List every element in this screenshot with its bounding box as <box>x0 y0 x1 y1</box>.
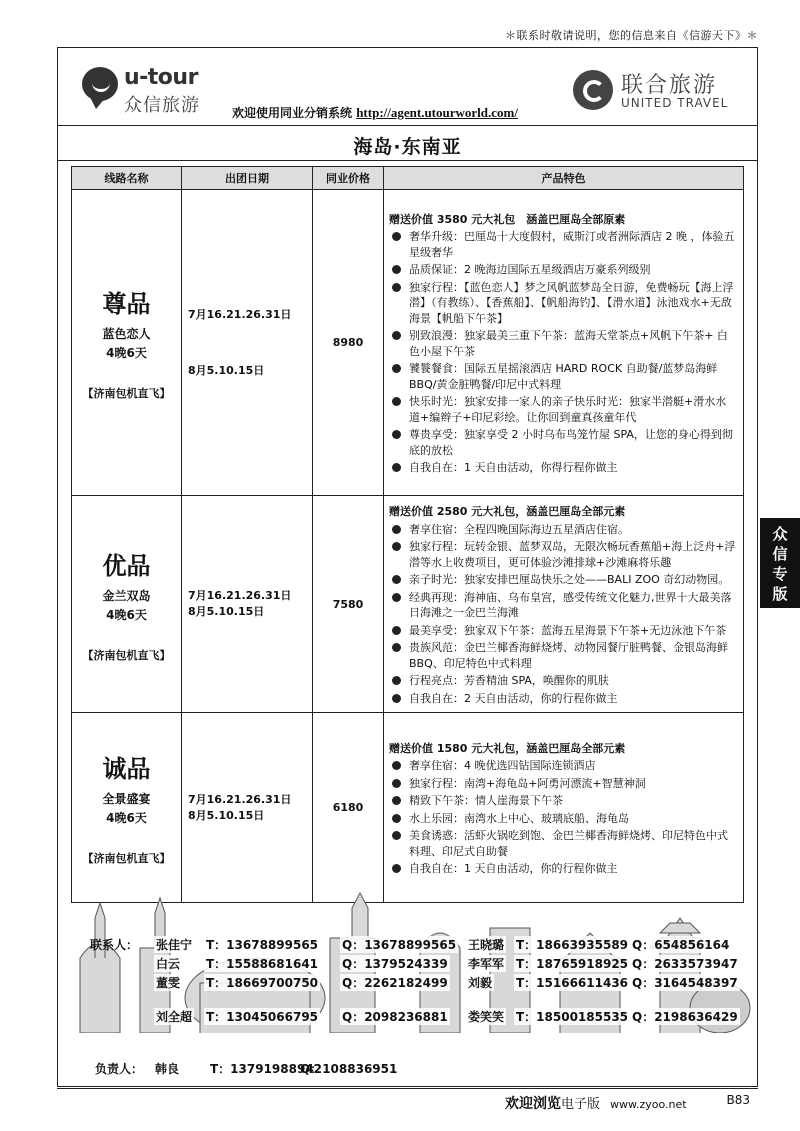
route-name-cell <box>72 190 182 496</box>
list-item: 独家行程：南湾+海龟岛+阿勇河漂流+智慧神洞 <box>389 776 737 792</box>
list-item: 品质保证：2 晚海边国际五星级酒店万豪系列级别 <box>389 262 737 278</box>
price-cell: 6180 <box>313 713 384 903</box>
departure-date-august: 8月5.10.15日 <box>188 605 265 618</box>
agent-url-link[interactable]: http://agent.utourworld.com/ <box>356 105 518 120</box>
side-tab <box>760 518 800 608</box>
feature-list <box>389 229 737 476</box>
contact-qq: Q：2098236881 <box>342 1010 448 1024</box>
gift-line: 赠送价值 1580 元大礼包，涵盖巴厘岛全部元素 <box>389 741 626 755</box>
contact-phone: T：15588681641 <box>206 957 319 971</box>
price-cell: 7580 <box>313 496 384 713</box>
list-item: 尊贵享受：独家享受 2 小时乌布鸟笼竹屋 SPA，让您的身心得到彻底的放松 <box>389 427 737 458</box>
route-duration: 4晚6天 <box>106 811 147 825</box>
footer-divider <box>57 1088 758 1089</box>
contact-qq: Q：2262182499 <box>342 976 448 990</box>
list-item: 经典再现：海神庙、乌布皇宫，感受传统文化魅力,世界十大最美落日海滩之一金巴兰海滩 <box>389 590 737 621</box>
footer-welcome: 欢迎浏览 <box>505 1096 561 1112</box>
responsible-qq: Q：108836951 <box>300 1062 398 1076</box>
list-item: 自我自在：1 天自由活动，你得行程你做主 <box>389 460 737 476</box>
route-duration: 4晚6天 <box>106 346 147 360</box>
contact-name: 刘毅 <box>468 976 493 990</box>
col-header-price: 同业价格 <box>313 167 384 190</box>
utour-logo-en: u-tour <box>124 65 198 90</box>
departure-date-july: 7月16.21.26.31日 <box>188 307 292 321</box>
route-theme: 全景盛宴 <box>102 792 151 806</box>
responsible-phone: T：13791988942 <box>210 1062 323 1076</box>
contact-row <box>90 974 750 994</box>
departure-date-august: 8月5.10.15日 <box>188 363 265 377</box>
contact-qq: Q：1379524339 <box>342 957 448 971</box>
col-header-features: 产品特色 <box>384 167 744 190</box>
features-cell <box>384 496 744 713</box>
route-theme: 金兰双岛 <box>102 588 151 603</box>
feature-list <box>389 522 737 707</box>
top-note: ＊联系时敬请说明，您的信息来自《信游天下》＊ <box>505 29 758 42</box>
route-name-cell <box>72 496 182 713</box>
contact-phone: T：13045066795 <box>206 1010 319 1024</box>
contact-name: 董雯 <box>156 976 181 990</box>
departure-date-cell <box>182 496 313 713</box>
contact-phone: T：18500185535 <box>516 1010 629 1024</box>
footer <box>505 1093 687 1113</box>
contact-row <box>90 955 750 975</box>
gift-line: 赠送价值 3580 元大礼包 涵盖巴厘岛全部原素 <box>389 212 626 226</box>
table-row <box>72 190 744 496</box>
list-item: 别致浪漫：独家最美三重下午茶：蓝海天堂茶点+风帆下午茶+ 白色小屋下午茶 <box>389 328 737 359</box>
contact-name: 李军军 <box>468 957 505 971</box>
side-tab-char: 专 <box>772 565 788 583</box>
list-item: 水上乐园：南湾水上中心、玻璃底船、海龟岛 <box>389 811 737 827</box>
route-duration: 4晚6天 <box>106 607 147 622</box>
contact-name: 娄笑笑 <box>468 1010 505 1024</box>
route-tag: 【济南包机直飞】 <box>82 648 171 662</box>
route-theme: 蓝色恋人 <box>102 327 151 341</box>
contact-qq: Q：13678899565 <box>342 938 457 952</box>
side-tab-char: 信 <box>772 545 788 563</box>
contact-row <box>90 936 750 956</box>
united-travel-emblem-icon <box>573 70 613 110</box>
contact-phone: T：18663935589 <box>516 938 629 952</box>
united-travel-logo <box>573 68 743 116</box>
gift-line: 赠送价值 2580 元大礼包，涵盖巴厘岛全部元素 <box>389 505 626 518</box>
features-cell <box>384 190 744 496</box>
list-item: 独家行程：玩转金银、蓝梦双岛，无限次畅玩香蕉船+海上泛舟+浮潜等水上收费项目，更可体验沙滩排球+沙滩麻将乐趣 <box>389 539 737 570</box>
contact-qq: Q：2198636429 <box>632 1010 738 1024</box>
contact-qq: Q：2633573947 <box>632 957 738 971</box>
region-divider <box>57 160 758 161</box>
list-item: 饕餮餐食：国际五星摇滚酒店 HARD ROCK 自助餐/蓝梦岛海鲜 BBQ/黄金脏鸭餐/印尼中式料理 <box>389 361 737 392</box>
route-name: 优品 <box>102 551 151 580</box>
table-header-row <box>72 167 744 190</box>
page-number: B83 <box>726 1093 750 1107</box>
price-cell: 8980 <box>313 190 384 496</box>
list-item: 行程亮点：芳香精油 SPA，唤醒你的肌肤 <box>389 673 737 689</box>
welcome-banner <box>232 104 518 121</box>
header-divider <box>57 125 758 126</box>
list-item: 奢享住宿：4 晚优选四钻国际连锁酒店 <box>389 758 737 774</box>
route-name-cell <box>72 713 182 903</box>
side-tab-char: 版 <box>772 585 788 603</box>
contact-qq: Q：654856164 <box>632 938 730 952</box>
list-item: 快乐时光：独家安排一家人的亲子快乐时光：独家半潜艇+滑水水道+编辫子+印尼彩绘。让你回到童真孩童年代 <box>389 394 737 425</box>
contact-name: 白云 <box>156 957 181 971</box>
united-travel-logo-cn: 联合旅游 <box>621 73 718 98</box>
list-item: 最美享受：独家双下午茶：蓝海五星海景下午茶+无边泳池下午茶 <box>389 623 737 639</box>
features-cell <box>384 713 744 903</box>
utour-logo <box>80 65 230 115</box>
col-header-route: 线路名称 <box>72 167 182 190</box>
list-item: 贵族风范：金巴兰椰香海鲜烧烤、动物园餐厅脏鸭餐、金银岛海鲜 BBQ、印尼特色中式料理 <box>389 640 737 671</box>
region-title: 海岛·东南亚 <box>353 136 462 158</box>
speech-bubble-icon <box>82 67 118 101</box>
contact-phone: T：18765918925 <box>516 957 629 971</box>
col-header-date: 出团日期 <box>182 167 313 190</box>
utour-logo-cn: 众信旅游 <box>124 95 200 116</box>
list-item: 自我自在：2 天自由活动，你的行程你做主 <box>389 691 737 707</box>
list-item: 亲子时光：独家安排巴厘岛快乐之处——BALI ZOO 奇幻动物园。 <box>389 572 737 588</box>
contact-name: 王晓璐 <box>468 938 505 952</box>
contact-phone: T：18669700750 <box>206 976 319 990</box>
departure-date-cell <box>182 190 313 496</box>
list-item: 奢华升级：巴厘岛十大度假村，威斯汀或者洲际酒店 2 晚 ，体验五星级奢华 <box>389 229 737 260</box>
contact-phone: T：15166611436 <box>516 976 629 990</box>
list-item: 自我自在：1 天自由活动，你的行程你做主 <box>389 861 737 877</box>
contact-name: 张佳宁 <box>156 938 193 952</box>
product-table <box>71 166 744 903</box>
route-name: 尊品 <box>102 290 151 318</box>
list-item: 奢享住宿：全程四晚国际海边五星酒店住宿。 <box>389 522 737 538</box>
departure-date-cell <box>182 713 313 903</box>
responsible-name: 韩良 <box>155 1062 180 1076</box>
contact-qq: Q：3164548397 <box>632 976 738 990</box>
united-travel-logo-en: UNITED TRAVEL <box>621 96 729 110</box>
table-row <box>72 713 744 903</box>
footer-url-link[interactable]: www.zyoo.net <box>610 1098 687 1111</box>
departure-date-august: 8月5.10.15日 <box>188 808 265 822</box>
route-tag: 【济南包机直飞】 <box>82 387 171 400</box>
route-tag: 【济南包机直飞】 <box>82 852 171 865</box>
list-item: 独家行程：【蓝色恋人】梦之风帆蓝梦岛全日游，免费畅玩【海上浮潜】（有教练）、【香蕉船】、【帆船海钓】、【滑水道】泳池戏水+无敌海景【帆船下午茶】 <box>389 280 737 327</box>
table-row <box>72 496 744 713</box>
feature-list <box>389 758 737 877</box>
responsible-label: 负责人： <box>95 1062 144 1076</box>
contact-name: 刘全超 <box>156 1010 193 1024</box>
contacts-label: 联系人： <box>90 938 139 952</box>
route-name: 诚品 <box>102 755 151 783</box>
contact-row <box>90 1008 750 1028</box>
list-item: 美食诱惑：活虾火锅吃到饱、金巴兰椰香海鲜烧烤、印尼特色中式料理、印尼式自助餐 <box>389 828 737 859</box>
contact-phone: T：13678899565 <box>206 938 319 952</box>
welcome-text: 欢迎使用同业分销系统 <box>232 106 353 120</box>
departure-date-july: 7月16.21.26.31日 <box>188 792 292 806</box>
footer-ebook: 电子版 <box>561 1097 601 1112</box>
departure-date-july: 7月16.21.26.31日 <box>188 589 292 602</box>
side-tab-char: 众 <box>772 525 788 543</box>
list-item: 精致下午茶：情人崖海景下午茶 <box>389 793 737 809</box>
